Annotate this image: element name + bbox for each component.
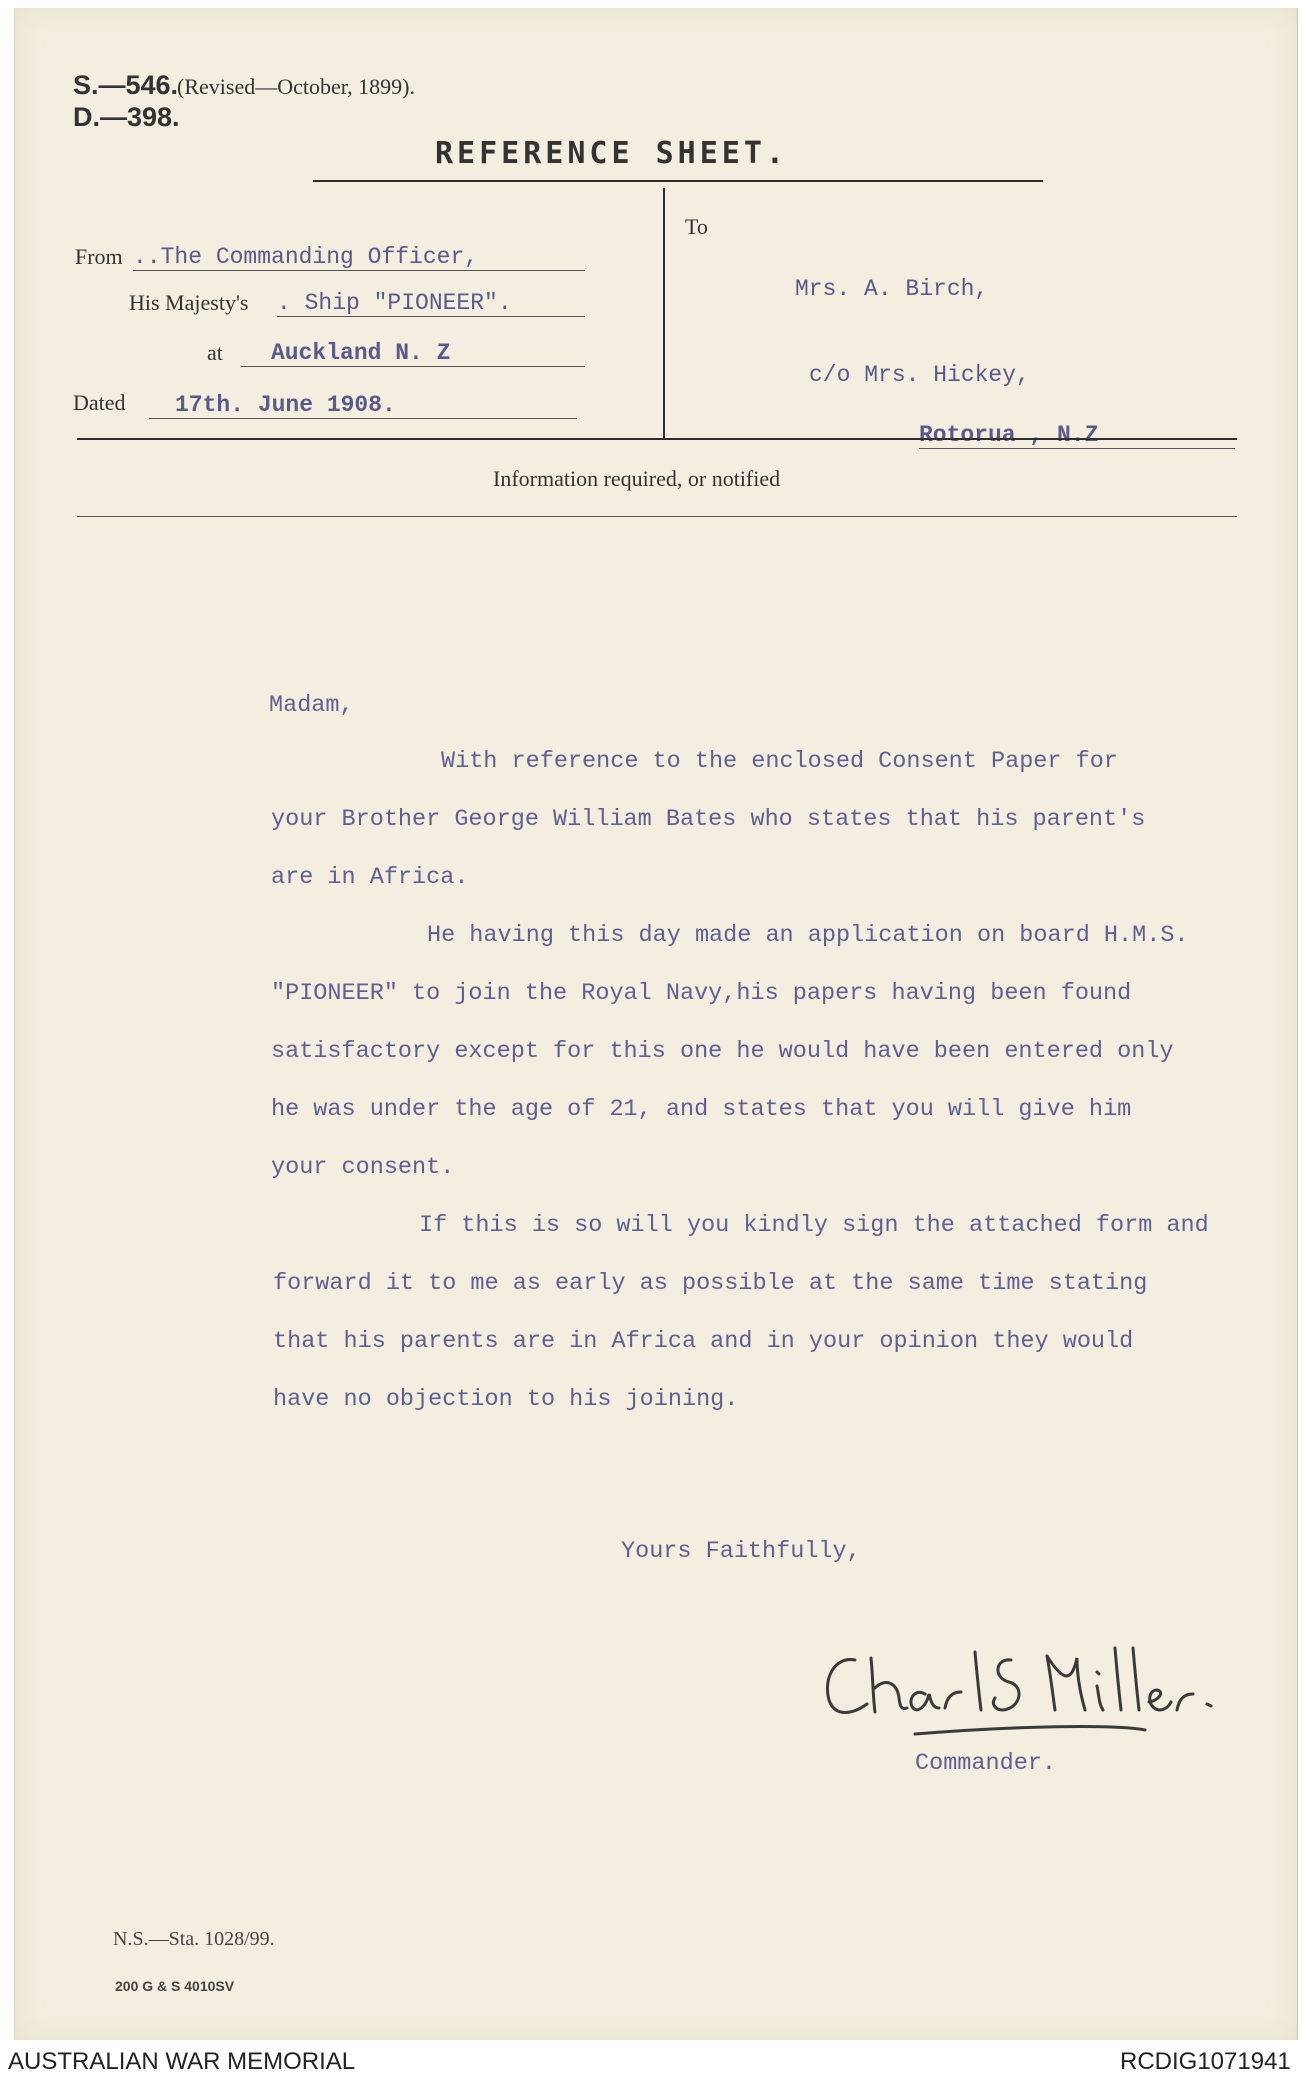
at-value: Auckland N. Z bbox=[271, 340, 451, 366]
form-code-d: D.—398. bbox=[73, 102, 180, 132]
to-line-1: Mrs. A. Birch, bbox=[795, 276, 989, 302]
to-line-3: Rotorua , N.Z bbox=[919, 422, 1099, 448]
letter-line-9: If this is so will you kindly sign the attached form and bbox=[419, 1212, 1209, 1239]
from-value: ..The Commanding Officer, bbox=[133, 244, 479, 270]
page-title: REFERENCE SHEET. bbox=[435, 136, 788, 171]
letter-line-5: "PIONEER" to join the Royal Navy,his papers having been found bbox=[271, 980, 1132, 1007]
at-label: at bbox=[207, 340, 223, 365]
letter-line-10: forward it to me as early as possible at the same time stating bbox=[273, 1270, 1148, 1297]
salutation: Madam, bbox=[269, 692, 354, 719]
to-underline bbox=[919, 448, 1235, 449]
at-underline bbox=[241, 366, 585, 367]
closing: Yours Faithfully, bbox=[621, 1538, 861, 1565]
dated-label: Dated bbox=[73, 390, 126, 415]
letter-line-12: have no objection to his joining. bbox=[273, 1386, 739, 1413]
reference-sheet-paper bbox=[14, 8, 1298, 2040]
archive-caption-right: RCDIG1071941 bbox=[1120, 2048, 1291, 2075]
form-code-s: S.—546. bbox=[73, 70, 179, 100]
dated-underline bbox=[149, 418, 577, 419]
info-rule bbox=[77, 516, 1237, 517]
to-line-2: c/o Mrs. Hickey, bbox=[809, 362, 1030, 388]
title-rule bbox=[313, 180, 1043, 182]
to-label: To bbox=[685, 214, 708, 239]
letter-line-1: With reference to the enclosed Consent Paper for bbox=[441, 748, 1118, 775]
header-bottom-rule bbox=[77, 438, 1237, 440]
letter-line-11: that his parents are in Africa and in your opinion they would bbox=[273, 1328, 1134, 1355]
archive-caption-left: AUSTRALIAN WAR MEMORIAL bbox=[8, 2048, 356, 2075]
letter-line-4: He having this day made an application on board H.M.S. bbox=[427, 922, 1189, 949]
ship-underline bbox=[277, 316, 585, 317]
ship-value: . Ship "PIONEER". bbox=[277, 290, 512, 316]
form-revised: (Revised—October, 1899). bbox=[177, 74, 416, 99]
header-divider bbox=[663, 188, 665, 438]
letter-line-6: satisfactory except for this one he would have been entered only bbox=[271, 1038, 1174, 1065]
letter-line-3: are in Africa. bbox=[271, 864, 469, 891]
letter-line-7: he was under the age of 21, and states that you will give him bbox=[271, 1096, 1132, 1123]
from-label: From bbox=[75, 244, 123, 269]
letter-line-8: your consent. bbox=[271, 1154, 455, 1181]
signatory-title: Commander. bbox=[915, 1750, 1057, 1777]
from-underline bbox=[133, 270, 585, 271]
info-label: Information required, or notified bbox=[493, 466, 781, 491]
print-code: 200 G & S 4010SV bbox=[115, 1978, 235, 1994]
dated-value: 17th. June 1908. bbox=[175, 392, 396, 418]
letter-line-2: your Brother George William Bates who states that his parent's bbox=[271, 806, 1146, 833]
majesty-label: His Majesty's bbox=[129, 290, 249, 315]
ns-footer: N.S.—Sta. 1028/99. bbox=[113, 1928, 275, 1950]
signature bbox=[815, 1638, 1275, 1748]
signature-text bbox=[1020, 1645, 1026, 1646]
